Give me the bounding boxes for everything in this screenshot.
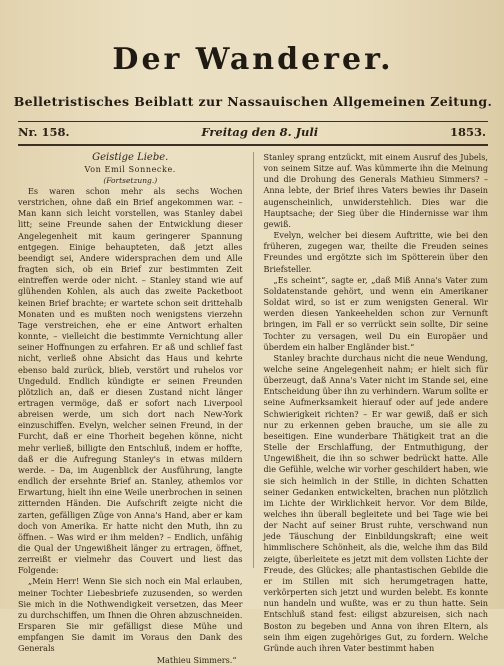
continuation-note: (Fortsetzung.) — [103, 176, 158, 185]
letter-signature: Mathieu Simmers.“ — [156, 654, 237, 665]
paragraph: Stanley brachte durchaus nicht die neue Wendung, welche seine Angelegenheit nahm; er hielt sich für überzeugt, daß Anna's Vater nicht im Stande sei, eine Entscheidung über ihn zu verhindern. Warum sollte er seine Aufmerksamkeit hierauf oder auf jede andere Schwierigkeit richten? – Er war gewiß, daß er sich nur zu erkennen geben brauche, um sie alle zu beseitigen. Eine wunderbare Thätigkeit trat an die Stelle der Erschlaffung, der Entmuthigung, der Ungewißheit, die ihn so schwer bedrückt hatte. Alle die Gefühle, welche wir vorher geschildert haben, wie sie sich heimlich in der Stille, in dichten Schatten seiner Gedanken entwickelten, brachen nun plötzlich im Lichte der Wirklichkeit hervor. Vor dem Bilde, welches ihn überall begleitete und bei Tage wie bei der Nacht auf seiner Brust ruhte, verschwand nun jede Täuschung der Einbildungskraft; eine weit himmlischere Schönheit, als die, welche ihm das Bild zeigte, überleitete es jetzt mit dem vollsten Lichte der Freude, des Glückes; alle phantastischen Gebilde die er im Stillen mit sich herumgetragen hatte, verkörperten sich jetzt und wurden belebt. Es konnte nun handeln und wußte, was er zu thun hatte. Sein Entschluß stand fest: eiligst abzureisen, sich nach Boston zu begeben und Anna von ihren Eltern, als sein ihm eigen zugehöriges Gut, zu fordern. Welche Gründe auch ihren Vater bestimmt haben — [263, 352, 488, 653]
dateline — [12, 122, 494, 142]
header-rule-bottom — [18, 144, 488, 146]
masthead-title: Der Wanderer. — [112, 42, 394, 77]
paragraph: Stanley sprang entzückt, mit einem Ausruf des Jubels, von seinem Sitze auf. Was kümmerte ihn die Meinung und die Drohung des Generals Mathieu Simmers? – Anna lebte, der Brief ihres Vaters bewies ihr Dasein augenscheinlich, unwiderstehlich. Dies war die Hauptsache; der Sieg über die Hindernisse war ihm gewiß. — [263, 152, 488, 229]
paragraph: „Mein Herr! Wenn Sie sich noch ein Mal erlauben, meiner Tochter Liebesbriefe zuzusenden, so werden Sie mich in die Nothwendigkeit versetzen, das Meer zu durchschiffen, um Ihnen die Ohren abzuschneiden. Ersparen Sie mir gefälligst diese Mühe und empfangen Sie damit im Voraus den Dank des Generals — [18, 576, 243, 654]
article-byline: Von Emil Sonnecke. — [84, 165, 176, 174]
left-column — [18, 152, 243, 665]
text-columns — [12, 152, 494, 665]
paragraph: Evelyn, welcher bei diesem Auftritte, wie bei den früheren, zugegen war, theilte die Freuden seines Freundes und ergötzte sich im Spötterein über den Briefsteller. — [263, 230, 488, 274]
right-column — [263, 152, 489, 653]
issue-date: Freitag den 8. Juli — [201, 125, 319, 139]
issue-year: 1853. — [449, 125, 486, 139]
article-title: Geistige Liebe. — [92, 152, 169, 163]
column-divider — [253, 152, 254, 568]
masthead-subtitle: Belletristisches Beiblatt zur Nassauischen Allgemeinen Zeitung. — [13, 94, 493, 109]
paragraph: „Es scheint“, sagte er, „daß Miß Anna's Vater zum Soldatenstande gehört, und wenn ein Amerikaner Soldat wird, so ist er zum wenigsten General. Wir werden diesen Yankeehelden schon zur Vernunft bringen, im Fall er so verrückt sein sollte, Dir seine Tochter zu versagen, weil Du ein Europäer und überdem ein halber Engländer bist.“ — [263, 274, 488, 352]
paragraph: Es waren schon mehr als sechs Wochen verstrichen, ohne daß ein Brief angekommen war. – Man kann sich leicht vorstellen, was Stanley dabei litt; seine Freunde sahen der Entwicklung dieser Angelegenheit mit kaum geringerer Spannung entgegen. Einige behaupteten, daß jetzt alles beendigt sei, Andere widersprachen dem und Alle fragten sich, ob ein Brief zur bestimmten Zeit eintreffen werde oder nicht. – Stanley stand wie auf glühenden Kohlen, als auch das zweite Packetboot keinen Brief brachte; er wartete schon seit drittehalb Monaten und es mußten noch wenigstens vierzehn Tage verstreichen, ehe er eine Antwort erhalten konnte, – vielleicht die bestimmte Vernichtung aller seiner Hoffnungen zu erfahren. Er aß und schlief fast nicht, verließ ohne Absicht das Haus und kehrte ebenso bald zurück, blieb, verstört und ruhelos vor Ungeduld. Endlich kündigte er seinen Freunden plötzlich an, daß er diesen Zustand nicht länger ertragen vermöge, daß er sofort nach Liverpool abreisen werde, um sich dort nach New-York einzuschiffen. Evelyn, welcher seinen Freund, in der Furcht, daß er eine Thorheit begehen könne, nicht mehr verließ, billigte den Entschluß, indem er hoffte, daß er die Aufregung Stanley's in etwas mildern werde. – Da, im Augenblick der Ausführung, langte endlich der ersehnte Brief an. Stanley, athemlos vor Erwartung, hielt ihn eine Weile unerbrochen in seinen zitternden Händen. Die Aufschrift zeigte nicht die zarten, gefälligen Züge von Anna's Hand, aber er kam doch von Amerika. Er hatte nicht den Muth, ihn zu öffnen. – Was wird er ihm melden? – Endlich, unfähig die Qual der Ungewißheit länger zu ertragen, öffnet, zerreißt er vielmehr das Couvert und liest das Folgende: — [18, 186, 243, 576]
issue-number: Nr. 158. — [18, 125, 70, 139]
